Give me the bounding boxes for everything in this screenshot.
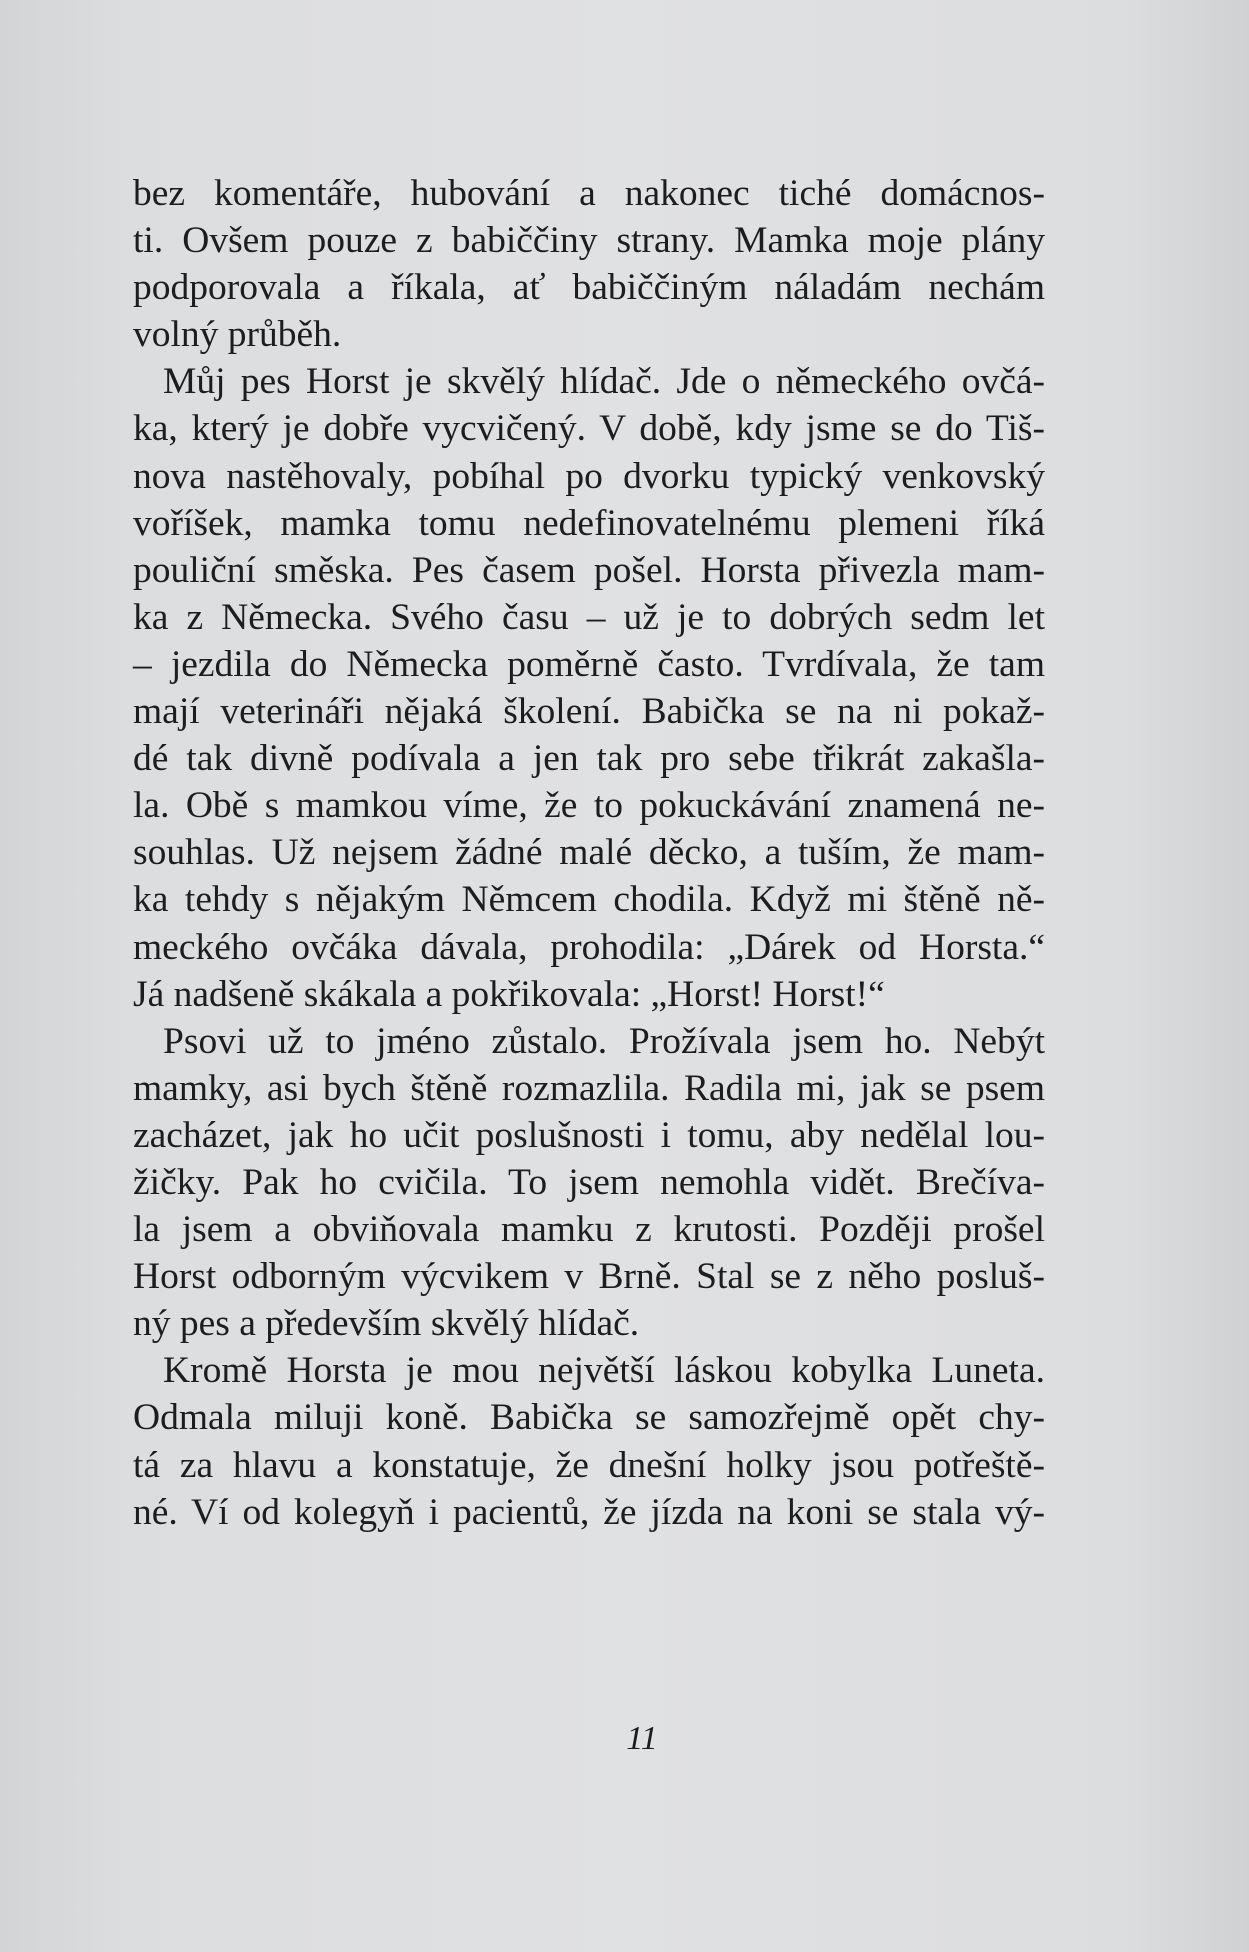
text-line: Můj pes Horst je skvělý hlídač. Jde o německého ovčá-: [163, 361, 1045, 403]
text-line: Psovi už to jméno zůstalo. Prožívala jsem ho. Nebýt: [163, 1020, 1045, 1062]
text-line: podporovala a říkala, ať babiččiným náladám nechám: [133, 267, 1045, 309]
body-text: [133, 170, 1045, 1536]
text-line: dé tak divně podívala a jen tak pro sebe třikrát zakašla-: [133, 738, 1045, 780]
text-line: mamky, asi bych štěně rozmazlila. Radila mi, jak se psem: [133, 1067, 1045, 1109]
text-line: ka tehdy s nějakým Němcem chodila. Když mi štěně ně-: [133, 879, 1045, 921]
text-line: pouliční směska. Pes časem pošel. Horsta přivezla mam-: [133, 549, 1045, 591]
text-line: Já nadšeně skákala a pokřikovala: „Horst! Horst!“: [133, 973, 885, 1015]
text-line: tá za hlavu a konstatuje, že dnešní holky jsou potřeště-: [133, 1444, 1045, 1486]
text-line: ka z Německa. Svého času – už je to dobrých sedm let: [133, 596, 1045, 638]
text-line: ka, který je dobře vycvičený. V době, kdy jsme se do Tiš-: [133, 408, 1045, 450]
text-line: ti. Ovšem pouze z babiččiny strany. Mamka moje plány: [133, 220, 1045, 262]
text-line: žičky. Pak ho cvičila. To jsem nemohla vidět. Brečíva-: [133, 1161, 1045, 1203]
text-line: souhlas. Už nejsem žádné malé děcko, a tuším, že mam-: [133, 832, 1045, 874]
text-line: la jsem a obviňovala mamku z krutosti. Později prošel: [133, 1209, 1045, 1251]
text-line: volný průběh.: [133, 314, 342, 356]
text-line: Horst odborným výcvikem v Brně. Stal se z něho posluš-: [133, 1256, 1045, 1298]
page-number: 11: [626, 1720, 658, 1757]
text-line: Kromě Horsta je mou největší láskou kobylka Luneta.: [163, 1350, 1045, 1392]
text-line: mají veterináři nějaká školení. Babička se na ni pokaž-: [133, 691, 1045, 733]
text-line: Odmala miluji koně. Babička se samozřejmě opět chy-: [133, 1397, 1045, 1439]
text-line: ný pes a především skvělý hlídač.: [133, 1303, 640, 1345]
text-line: la. Obě s mamkou víme, že to pokuckávání znamená ne-: [133, 785, 1045, 827]
text-line: nova nastěhovaly, pobíhal po dvorku typický venkovský: [133, 455, 1045, 497]
text-line: voříšek, mamka tomu nedefinovatelnému plemeni říká: [133, 502, 1045, 544]
text-line: meckého ovčáka dávala, prohodila: „Dárek od Horsta.“: [133, 926, 1045, 968]
text-line: bez komentáře, hubování a nakonec tiché domácnos-: [133, 173, 1045, 214]
text-line: né. Ví od kolegyň i pacientů, že jízda na koni se stala vý-: [133, 1491, 1045, 1533]
text-line: zacházet, jak ho učit poslušnosti i tomu, aby nedělal lou-: [133, 1114, 1045, 1156]
text-line: – jezdila do Německa poměrně často. Tvrdívala, že tam: [133, 643, 1045, 685]
